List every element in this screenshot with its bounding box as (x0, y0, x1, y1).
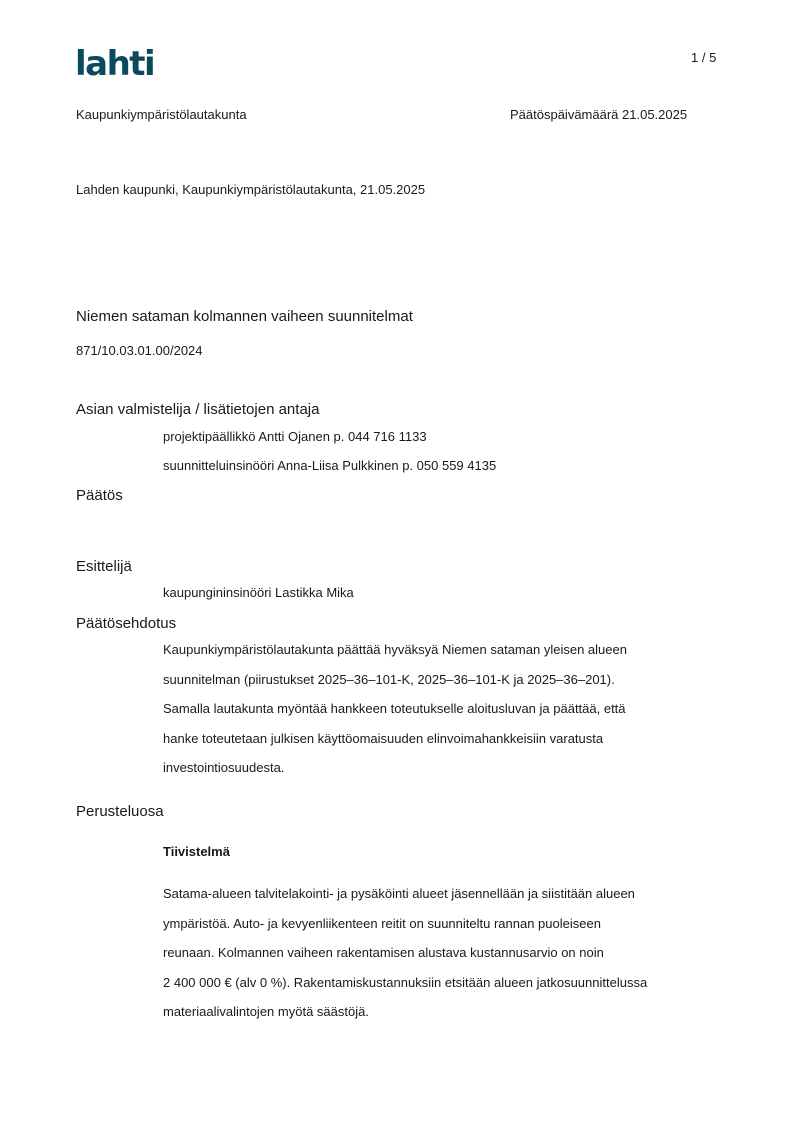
summary-line: reunaan. Kolmannen vaiheen rakentamisen alustava kustannusarvio on noin (163, 945, 604, 960)
preparer-line: suunnitteluinsinööri Anna-Liisa Pulkkinen p. 050 559 4135 (163, 458, 497, 473)
body-name: Kaupunkiympäristölautakunta (76, 107, 247, 122)
meeting-line: Lahden kaupunki, Kaupunkiympäristölautakunta, 21.05.2025 (76, 182, 426, 197)
summary-heading: Tiivistelmä (163, 844, 230, 859)
summary-line: Satama-alueen talvitelakointi- ja pysäköinti alueet jäsennellään ja siistitään alueen (163, 886, 635, 901)
proposal-line: investointiosuudesta. (163, 760, 285, 775)
document-title: Niemen sataman kolmannen vaiheen suunnitelmat (76, 308, 413, 325)
decision-heading: Päätös (76, 487, 123, 504)
proposal-line: Kaupunkiympäristölautakunta päättää hyväksyä Niemen sataman yleisen alueen (163, 642, 627, 657)
summary-paragraph (163, 879, 723, 1027)
proposal-line: hanke toteutetaan julkisen käyttöomaisuuden elinvoimahankkeisiin varatusta (163, 730, 604, 746)
page-number: 1 / 5 (691, 50, 717, 65)
proposal-line: suunnitelman (piirustukset 2025–36–101-K, 2025–36–101-K ja 2025–36–201). (163, 671, 615, 687)
summary-line: 2 400 000 € (alv 0 %). Rakentamiskustannuksiin etsitään alueen jatkosuunnittelussa (163, 974, 648, 990)
proposal-line: Samalla lautakunta myöntää hankkeen toteutukselle aloitusluvan ja päättää, että (163, 701, 626, 716)
preparer-line: projektipäällikkö Antti Ojanen p. 044 716 1133 (163, 429, 427, 444)
justification-heading: Perusteluosa (76, 803, 164, 820)
proposal-paragraph (163, 635, 723, 783)
summary-line: ympäristöä. Auto- ja kevyenliikenteen reitit on suunniteltu rannan puoleiseen (163, 915, 601, 931)
presenter-name: kaupungininsinööri Lastikka Mika (163, 585, 354, 600)
summary-line: materiaalivalintojen myötä säästöjä. (163, 1004, 369, 1019)
lahti-logo: lahti (75, 44, 155, 84)
decision-date: Päätöspäivämäärä 21.05.2025 (510, 107, 688, 122)
presenter-heading: Esittelijä (76, 558, 132, 575)
preparer-heading: Asian valmistelija / lisätietojen antaja (76, 401, 320, 418)
proposal-heading: Päätösehdotus (76, 615, 177, 632)
reference-number: 871/10.03.01.00/2024 (76, 343, 203, 358)
